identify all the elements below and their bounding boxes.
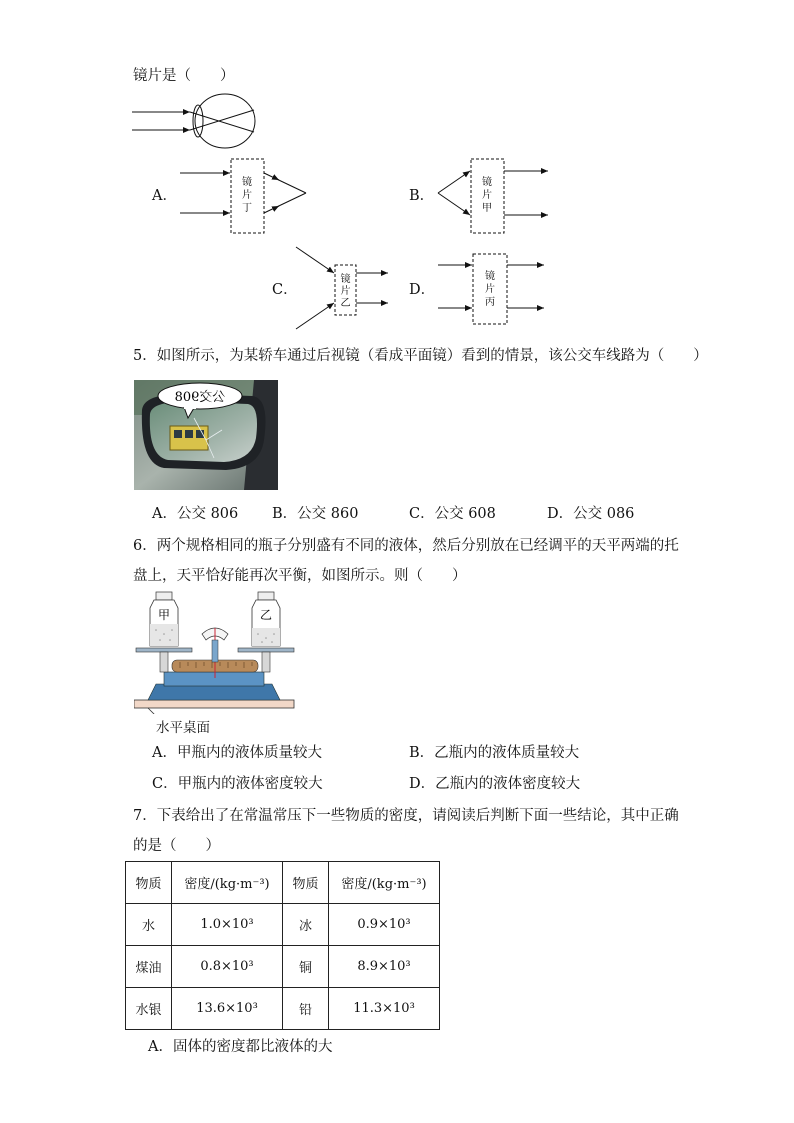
desk-label: 水平桌面	[156, 720, 210, 736]
q4-option-a-letter: A．	[152, 188, 177, 204]
density-table	[125, 861, 440, 1030]
q7-option-a: A．固体的密度都比液体的大	[148, 1039, 333, 1055]
balance-diagram	[134, 588, 296, 714]
table-cell: 冰	[283, 904, 329, 946]
q6-option-c: C．甲瓶内的液体密度较大	[152, 776, 323, 792]
table-cell: 11.3×10³	[329, 988, 440, 1030]
q4-option-c-diagram	[294, 245, 394, 333]
lens-a-char-1: 镜	[242, 177, 252, 188]
q4-stem-end: 镜片是（ ）	[133, 68, 235, 84]
lens-d-char-3: 丙	[485, 297, 495, 308]
table-cell: 13.6×10³	[172, 988, 283, 1030]
q4-option-a-diagram	[178, 155, 318, 237]
q5-option-b: B．公交 860	[272, 506, 359, 522]
q6-stem-line2: 盘上，天平恰好能再次平衡，如图所示。则（ ）	[133, 568, 467, 584]
q6-option-a: A．甲瓶内的液体质量较大	[152, 745, 322, 761]
q5-option-a: A．公交 806	[152, 506, 239, 522]
table-cell: 铜	[283, 946, 329, 988]
lens-c-char-3: 乙	[340, 298, 351, 309]
q5-option-c: C．公交 608	[409, 506, 496, 522]
table-header-cell: 物质	[283, 862, 329, 904]
table-cell: 煤油	[126, 946, 172, 988]
table-cell: 水	[126, 904, 172, 946]
lens-c-char-1: 镜	[340, 274, 351, 285]
eye-diagram	[130, 90, 260, 160]
lens-d-char-2: 片	[485, 284, 495, 295]
q6-option-b: B．乙瓶内的液体质量较大	[409, 745, 580, 761]
table-cell: 水银	[126, 988, 172, 1030]
q4-option-d-diagram	[436, 250, 548, 328]
table-header-row	[126, 862, 440, 904]
lens-b-char-1: 镜	[482, 177, 492, 188]
q5-stem: 5．如图所示，为某轿车通过后视镜（看成平面镜）看到的情景，该公交车线路为（ ）	[133, 348, 708, 364]
lens-a-char-2: 片	[242, 190, 252, 201]
table-cell: 铅	[283, 988, 329, 1030]
q7-stem-line1: 7．下表给出了在常温常压下一些物质的密度，请阅读后判断下面一些结论，其中正确	[133, 808, 679, 824]
table-cell: 0.8×10³	[172, 946, 283, 988]
bottle-left-label: 甲	[157, 608, 171, 622]
q4-option-b-diagram	[434, 155, 554, 237]
lens-d-char-1: 镜	[485, 271, 495, 282]
table-header-cell: 物质	[126, 862, 172, 904]
q5-option-d: D．公交 086	[547, 506, 635, 522]
table-row	[126, 946, 440, 988]
q4-option-c-letter: C．	[272, 282, 298, 298]
bottle-right-label: 乙	[259, 608, 273, 622]
bus-route-bubble-text: 公交908	[174, 390, 226, 405]
lens-b-char-2: 片	[482, 190, 492, 201]
lens-c-char-2: 片	[340, 286, 351, 297]
table-cell: 8.9×10³	[329, 946, 440, 988]
table-cell: 1.0×10³	[172, 904, 283, 946]
q7-stem-line2: 的是（ ）	[133, 838, 220, 854]
table-row	[126, 988, 440, 1030]
q6-stem-line1: 6．两个规格相同的瓶子分别盛有不同的液体，然后分别放在已经调平的天平两端的托	[133, 538, 679, 554]
table-row	[126, 904, 440, 946]
q4-option-d-letter: D．	[409, 282, 436, 298]
table-cell: 0.9×10³	[329, 904, 440, 946]
table-header-cell: 密度/(kg·m⁻³)	[329, 862, 440, 904]
q6-option-d: D．乙瓶内的液体密度较大	[409, 776, 581, 792]
lens-a-char-3: 丁	[242, 203, 252, 214]
lens-b-char-3: 甲	[482, 203, 492, 214]
rear-mirror-photo	[134, 380, 278, 490]
q4-option-b-letter: B．	[409, 188, 435, 204]
table-header-cell: 密度/(kg·m⁻³)	[172, 862, 283, 904]
